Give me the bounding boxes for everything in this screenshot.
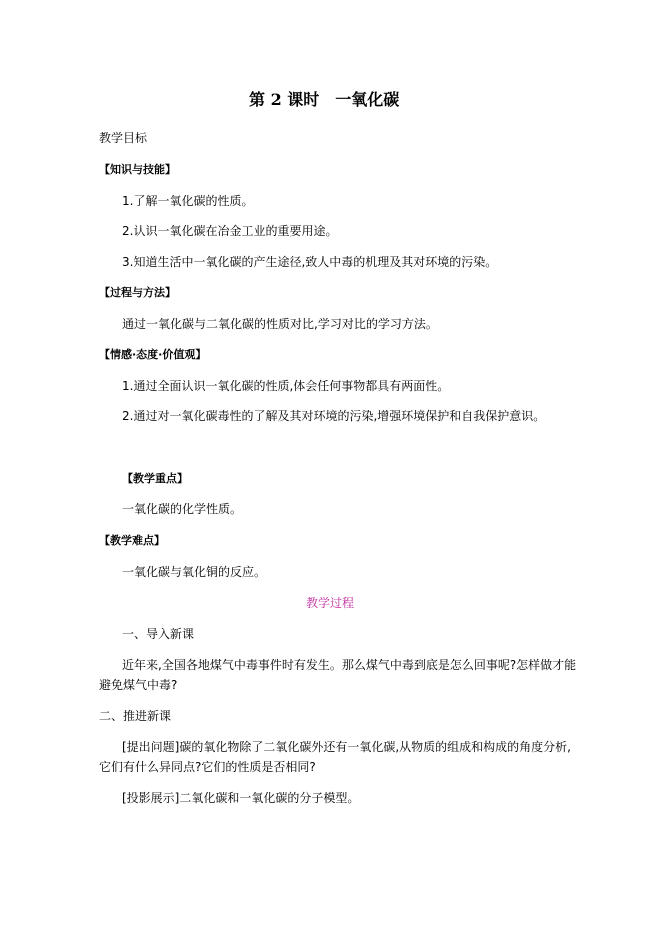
knowledge-item: 2.认识一氧化碳在冶金工业的重要用途。 (122, 224, 338, 238)
question-line: [提出问题]碳的氧化物除了二氧化碳外还有一氧化碳,从物质的组成和构成的角度分析, (122, 740, 571, 754)
question-line: 它们有什么异同点?它们的性质是否相同? (99, 760, 316, 774)
difficulty-heading: 【教学难点】 (99, 534, 165, 547)
objectives-heading: 教学目标 (99, 131, 148, 145)
key-point-text: 一氧化碳的化学性质。 (122, 502, 243, 516)
process-heading: 【过程与方法】 (99, 286, 176, 299)
emotion-item: 2.通过对一氧化碳毒性的了解及其对环境的污染,增强环境保护和自我保护意识。 (122, 409, 546, 423)
intro-line: 避免煤气中毒? (99, 678, 178, 692)
projection-text: [投影展示]二氧化碳和一氧化碳的分子模型。 (122, 791, 360, 805)
page-title: 第 2 课时 一氧化碳 (249, 90, 400, 109)
teaching-process-heading: 教学过程 (306, 596, 355, 610)
knowledge-heading: 【知识与技能】 (99, 163, 176, 176)
knowledge-item: 3.知道生活中一氧化碳的产生途径,致人中毒的机理及其对环境的污染。 (122, 255, 498, 269)
intro-line: 近年来,全国各地煤气中毒事件时有发生。那么煤气中毒到底是怎么回事呢?怎样做才能 (122, 658, 577, 672)
key-point-heading: 【教学重点】 (122, 472, 188, 485)
knowledge-item: 1.了解一氧化碳的性质。 (122, 194, 254, 208)
difficulty-text: 一氧化碳与氧化铜的反应。 (122, 565, 267, 579)
section-heading-advance: 二、推进新课 (99, 709, 172, 723)
process-text: 通过一氧化碳与二氧化碳的性质对比,学习对比的学习方法。 (122, 317, 438, 331)
emotion-heading: 【情感·态度·价值观】 (99, 348, 207, 361)
section-heading-intro: 一、导入新课 (122, 627, 195, 641)
emotion-item: 1.通过全面认识一氧化碳的性质,体会任何事物都具有两面性。 (122, 379, 450, 393)
